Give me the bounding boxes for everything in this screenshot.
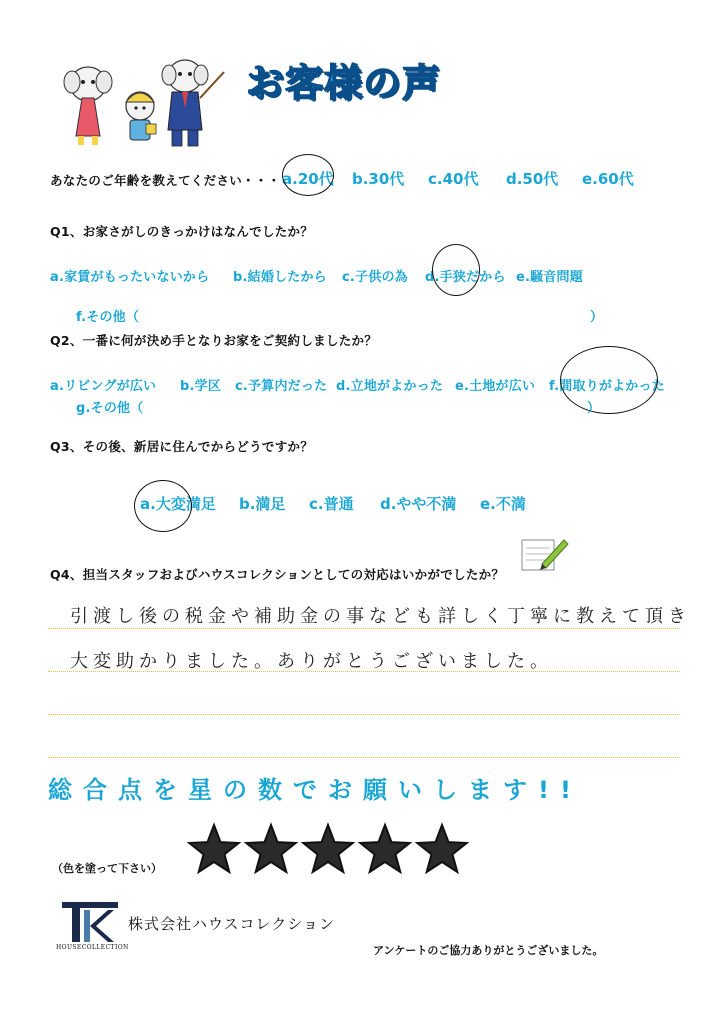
q3-label: Q3、その後、新居に住んでからどうですか？ (50, 439, 314, 454)
logo-text: HOUSECOLLECTION (56, 944, 129, 951)
q3-option-c[interactable]: c.普通 (309, 495, 354, 513)
pencil-memo-icon (520, 534, 570, 576)
q4-answer-line-1: 引渡し後の税金や補助金の事なども詳しく丁寧に教えて頂き (70, 606, 691, 627)
star-icon[interactable] (303, 825, 352, 872)
answer-ruled-line (48, 714, 680, 715)
q1-other-option[interactable]: f.その他（ (76, 310, 140, 325)
q1-option-a[interactable]: a.家賃がもったいないから (50, 270, 210, 285)
age-option-e[interactable]: e.60代 (582, 170, 634, 188)
q1-other-close: ） (590, 310, 604, 325)
star-icon[interactable] (189, 825, 238, 872)
q2-other-close: ） (587, 401, 601, 416)
age-option-a[interactable]: a.20代 (282, 170, 334, 188)
age-option-c[interactable]: c.40代 (428, 170, 479, 188)
q2-label: Q2、一番に何が決め手となりお家をご契約しましたか？ (50, 333, 378, 348)
q1-label: Q1、お家さがしのきっかけはなんでしたか？ (50, 224, 314, 239)
q2-option-a[interactable]: a.リビングが広い (50, 379, 157, 394)
q2-option-e[interactable]: e.土地が広い (455, 379, 536, 394)
age-option-b[interactable]: b.30代 (352, 170, 405, 188)
mascot-illustration (60, 58, 230, 150)
q1-option-e[interactable]: e.騒音問題 (516, 270, 583, 285)
q3-option-d[interactable]: d.やや不満 (380, 495, 457, 513)
q1-option-d[interactable]: d.手狭だから (425, 270, 506, 285)
selection-circle-q3 (134, 480, 192, 532)
age-option-d[interactable]: d.50代 (506, 170, 559, 188)
rating-banner: 総合点を星の数でお願いします!! (48, 776, 582, 804)
selection-circle-q1 (432, 244, 480, 296)
answer-ruled-line (48, 757, 680, 758)
rating-note: （色を塗って下さい） (52, 862, 162, 875)
q3-option-e[interactable]: e.不満 (480, 495, 526, 513)
q2-option-c[interactable]: c.予算内だった (235, 379, 328, 394)
star-rating[interactable] (186, 820, 476, 880)
q4-answer-line-2: 大変助かりました。ありがとうございました。 (70, 651, 553, 672)
selection-circle-q2 (560, 346, 658, 414)
answer-ruled-line (48, 671, 680, 672)
q2-option-b[interactable]: b.学区 (180, 379, 222, 394)
company-name: 株式会社ハウスコレクション (128, 915, 335, 933)
q3-option-b[interactable]: b.満足 (239, 495, 286, 513)
q2-other-option[interactable]: g.その他（ (76, 401, 144, 416)
star-icon[interactable] (417, 825, 466, 872)
q3-option-a[interactable]: a.大変満足 (140, 495, 216, 513)
q2-option-d[interactable]: d.立地がよかった (336, 379, 444, 394)
q1-option-b[interactable]: b.結婚したから (233, 270, 327, 285)
answer-ruled-line (48, 628, 680, 629)
thanks-message: アンケートのご協力ありがとうございました。 (373, 944, 604, 957)
star-icon[interactable] (246, 825, 295, 872)
selection-circle-age (282, 154, 334, 196)
q4-label: Q4、担当スタッフおよびハウスコレクションとしての対応はいかがでしたか？ (50, 567, 505, 582)
q2-option-f[interactable]: f.間取りがよかった (549, 379, 665, 394)
star-icon[interactable] (360, 825, 409, 872)
q1-option-c[interactable]: c.子供の為 (342, 270, 408, 285)
page-title: お客様の声 (246, 61, 442, 105)
age-question-label: あなたのご年齢を教えてください・・・ (50, 173, 281, 188)
